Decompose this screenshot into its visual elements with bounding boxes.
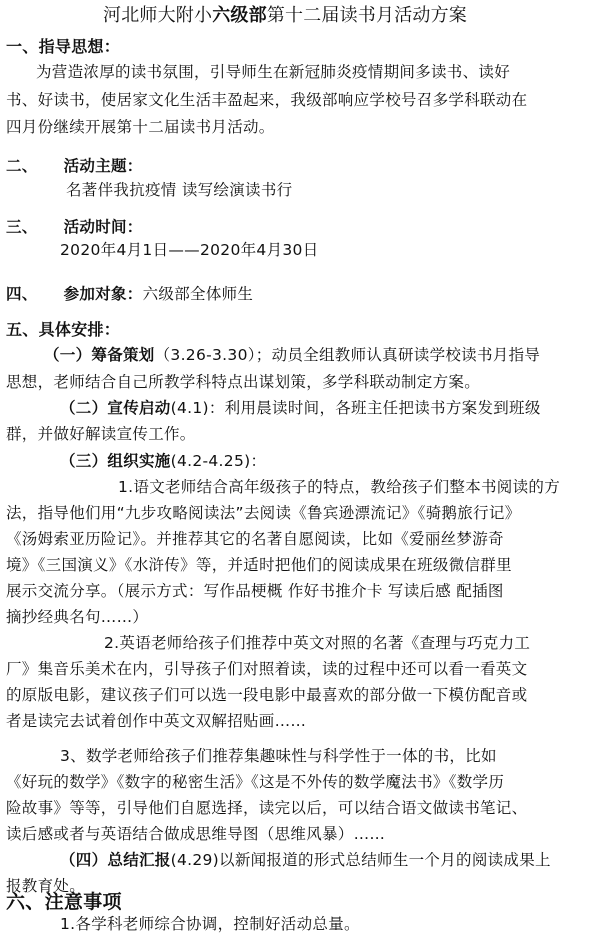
p4-line: （四）总结汇报(4.29)以新闻报道的形式总结师生一个月的阅读成果上 — [60, 851, 551, 869]
chinese-line: 法，指导他们用“九步攻略阅读法”去阅读《鲁宾逊漂流记》《骑鹅旅行记》 — [6, 504, 521, 522]
p3-line: （三）组织实施(4.2-4.25)： — [60, 452, 267, 470]
section-6-line: 1.各学科老师综合协调，控制好活动总量。 — [60, 915, 360, 933]
document-title: 河北师大附小六级部第十二届读书月活动方案 — [103, 5, 468, 26]
chinese-line: 《汤姆索亚历险记》。并推荐其它的名著自愿阅读，比如《爱丽丝梦游奇 — [6, 530, 504, 548]
p2-line: 群，并做好解读宣传工作。 — [6, 425, 196, 443]
section-4-heading: 四、 参加对象：六级部全体师生 — [6, 285, 254, 303]
section-5-heading: 五、具体安排： — [6, 320, 121, 339]
chinese-line: 1.语文老师结合高年级孩子的特点，教给孩子们整本书阅读的方 — [118, 478, 560, 496]
p1-line: （一）筹备策划（3.26-3.30）；动员全组教师认真研读学校读书月指导 — [44, 346, 541, 364]
section-2-text: 名著伴我抗疫情 读写绘演读书行 — [66, 181, 293, 199]
chinese-line: 境》《三国演义》《水浒传》等，并适时把他们的阅读成果在班级微信群里 — [6, 556, 512, 574]
chinese-line: 摘抄经典名句……） — [6, 608, 149, 626]
section-1-line: 四月份继续开展第十二届读书月活动。 — [6, 118, 275, 136]
p2-line: （二）宣传启动(4.1)：利用晨读时间，各班主任把读书方案发到班级 — [60, 399, 541, 417]
p4-line: 报教育处。 — [6, 877, 86, 895]
section-3-heading: 三、 活动时间： — [6, 218, 143, 236]
english-line: 2.英语老师给孩子们推荐中英文对照的名著《查理与巧克力工 — [104, 634, 531, 652]
section-1-line: 为营造浓厚的读书氛围，引导师生在新冠肺炎疫情期间多读书、读好 — [36, 63, 511, 81]
section-6-heading: 六、注意事项 — [6, 891, 122, 913]
english-line: 厂》集音乐美术在内，引导孩子们对照着读，读的过程中还可以看一看英文 — [6, 660, 528, 678]
math-line: 3、数学老师给孩子们推荐集趣味性与科学性于一体的书，比如 — [60, 747, 497, 765]
chinese-line: 展示交流分享。（展示方式：写作品梗概 作好书推介卡 写读后感 配插图 — [6, 582, 504, 600]
section-1-heading: 一、指导思想： — [6, 37, 121, 56]
english-line: 的原版电影，建议孩子们可以选一段电影中最喜欢的部分做一下模仿配音或 — [6, 686, 528, 704]
section-2-heading: 二、 活动主题： — [6, 157, 143, 175]
english-line: 者是读完去试着创作中英文双解招贴画…… — [6, 712, 307, 730]
p1-line: 思想，老师结合自己所教学科特点出谋划策，多学科联动制定方案。 — [6, 373, 481, 391]
math-line: 《好玩的数学》《数字的秘密生活》《这是不外传的数学魔法书》《数学历 — [6, 773, 505, 791]
math-line: 险故事》等等，引导他们自愿选择，读完以后，可以结合语文做读书笔记、 — [6, 799, 528, 817]
section-1-line: 书、好读书，使居家文化生活丰盈起来，我级部响应学校号召多学科联动在 — [6, 91, 528, 109]
math-line: 读后感或者与英语结合做成思维导图（思维风暴）…… — [6, 825, 386, 843]
section-3-text: 2020年4月1日——2020年4月30日 — [60, 241, 319, 259]
